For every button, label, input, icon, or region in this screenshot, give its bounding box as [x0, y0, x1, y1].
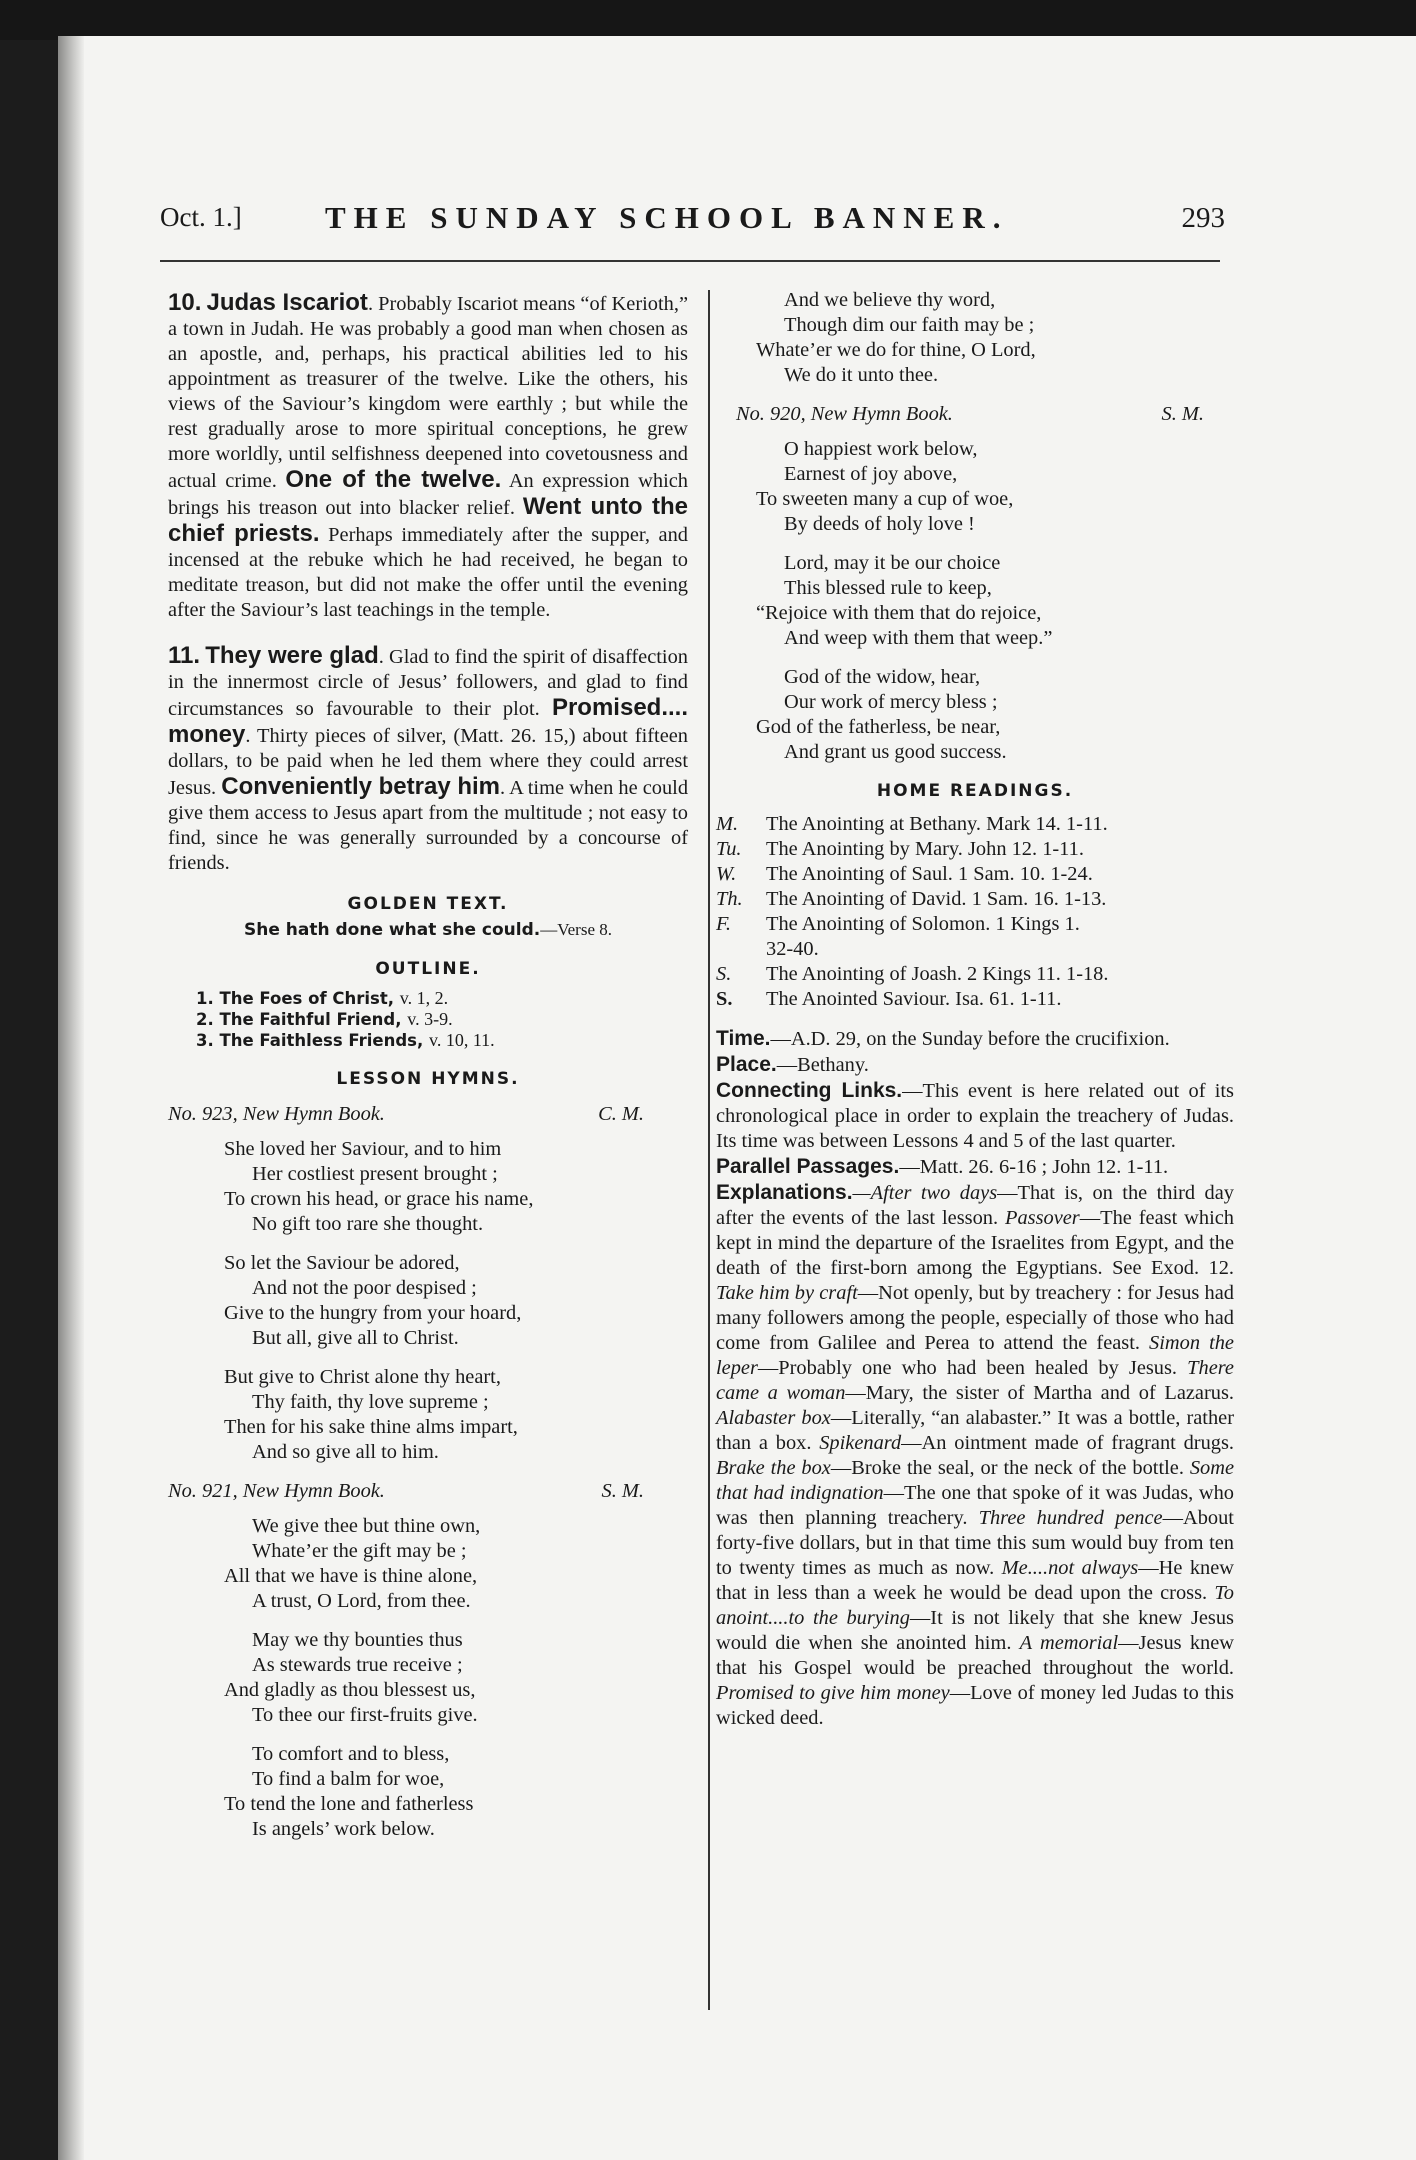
scan-border	[0, 0, 1416, 40]
header-title: THE SUNDAY SCHOOL BANNER.	[325, 200, 1009, 235]
column-rule	[708, 290, 710, 2010]
keyword: Conveniently betray him	[221, 773, 500, 800]
note-label: Time.	[716, 1027, 771, 1050]
stanza: We give thee but thine own, Whate’er the gift may be ; All that we have is thine alone, A trust, O Lord, from thee.	[224, 1515, 481, 1612]
stanza: God of the widow, hear, Our work of mercy bless ; God of the fatherless, be near, And grant us good success.	[756, 666, 1007, 763]
header-date: Oct. 1.]	[160, 202, 242, 232]
commentary-text: . Thirty pieces of silver, (Matt. 26. 15,) about fifteen dollars, to be paid when he led them where they could arrest Jesus.	[168, 725, 688, 799]
verse-number: 10.	[168, 289, 202, 316]
golden-text-quote: She hath done what she could.	[244, 920, 541, 940]
home-readings-list	[716, 812, 1234, 1012]
lesson-hymns-heading: LESSON HYMNS.	[336, 1069, 520, 1089]
page-number: 293	[1181, 202, 1225, 234]
outline-item: 1. The Foes of Christ, v. 1, 2.	[196, 988, 449, 1008]
left-column	[168, 290, 688, 1856]
note-label: Explanations.	[716, 1181, 853, 1204]
commentary-text: . Glad to find the spirit of disaffection in the innermost circle of Jesus’ followers, and glad to find circumstances so favourable to their plot.	[168, 646, 688, 720]
verse-11-comment	[168, 643, 688, 876]
commentary-text: An expression which brings his treason out into blacker relief.	[168, 470, 688, 519]
verse-10-comment	[168, 290, 688, 623]
commentary-text: Perhaps immediately after the supper, and incensed at the rebuke which he had received, he began to meditate treason, but did not make the offer until the evening after the Saviour’s last teachings in the temple.	[168, 524, 688, 621]
golden-text-heading: GOLDEN TEXT.	[347, 894, 509, 914]
commentary-text: . A time when he could give them access to Jesus apart from the multitude ; not easy to find, since he was generally surrounded by a concourse of friends.	[168, 777, 689, 874]
reading-row: 32-40.	[766, 938, 819, 960]
keyword: Went unto the chief priests.	[168, 493, 688, 547]
hymn-921-continued	[716, 288, 1234, 388]
home-readings-heading: HOME READINGS.	[876, 781, 1074, 801]
keyword: Judas Iscariot	[206, 289, 368, 316]
connecting-links-note	[716, 1078, 1234, 1154]
place-note	[716, 1052, 1234, 1078]
hymn-meter: S. M.	[601, 1480, 644, 1502]
keyword: They were glad	[205, 642, 379, 669]
note-label: Place.	[716, 1053, 777, 1076]
verse-number: 11.	[168, 642, 201, 669]
golden-text	[168, 917, 688, 943]
explanations-note: Explanations.—After two days—That is, on the third day after the events of the last lesson. Passover—The feast which kept in mind the departure of the Israelites from Egypt, and the death of the first-born among the Egyptians. See Exod. 12. Take him by craft—Not openly, but by treachery : for Jesus had many followers among the people, especially of those who had come from Galilee and Perea to attend the feast. Simon the leper—Probably one who had been healed by Jesus. There came a woman—Mary, the sister of Martha and of Lazarus. Alabaster box—Literally, “an alabaster.” It was a bottle, rather than a box. Spikenard—An ointment made of fragrant drugs. Brake the box—Broke the seal, or the neck of the bottle. Some that had indignation—The one that spoke of it was Judas, who was then planning treachery. Three hundred pence—About forty-five dollars, but in that time this sum would buy from ten to twenty times as much as now. Me....not always—He knew that in less than a week he would be dead upon the cross. To anoint....to the burying—It is not likely that she knew Jesus would die when she anointed him. A memorial—Jesus knew that his Gospel would be preached throughout the world. Promised to give him money—Love of money led Judas to this wicked deed.	[716, 1181, 1235, 1729]
parallel-passages-note	[716, 1154, 1234, 1180]
reading-row: Th. The Anointing of David. 1 Sam. 16. 1-13.	[716, 888, 1107, 910]
reading-row: M. The Anointing at Bethany. Mark 14. 1-11.	[716, 813, 1108, 835]
golden-text-ref: —Verse 8.	[540, 920, 612, 939]
header-rule	[160, 260, 1220, 262]
note-text: —Bethany.	[776, 1054, 869, 1076]
hymn-921	[168, 1514, 688, 1842]
hymn-921-heading	[168, 1479, 688, 1504]
note-text: —Matt. 26. 6-16 ; John 12. 1-11.	[899, 1156, 1169, 1178]
hymn-meter: C. M.	[598, 1103, 644, 1125]
page-binding-shadow	[58, 36, 84, 2160]
hymn-920	[716, 437, 1234, 765]
stanza: And we believe thy word, Though dim our faith may be ; Whate’er we do for thine, O Lord, We do it unto thee.	[756, 289, 1036, 386]
hymn-title: No. 923, New Hymn Book.	[168, 1103, 385, 1125]
stanza: But give to Christ alone thy heart, Thy faith, thy love supreme ; Then for his sake thine alms impart, And so give all to him.	[224, 1366, 518, 1463]
note-label: Connecting Links.	[716, 1079, 903, 1102]
hymn-920-heading	[716, 402, 1234, 427]
stanza: So let the Saviour be adored, And not the poor despised ; Give to the hungry from your hoard, But all, give all to Christ.	[224, 1252, 522, 1349]
keyword: One of the twelve.	[285, 466, 502, 493]
hymn-title: No. 920, New Hymn Book.	[736, 403, 953, 425]
hymn-923-heading	[168, 1102, 688, 1127]
note-text: —A.D. 29, on the Sunday before the crucifixion.	[770, 1028, 1170, 1050]
right-column	[716, 288, 1234, 1731]
reading-row: W. The Anointing of Saul. 1 Sam. 10. 1-24.	[716, 863, 1093, 885]
time-note	[716, 1026, 1234, 1052]
stanza: O happiest work below, Earnest of joy above, To sweeten many a cup of woe, By deeds of holy love !	[756, 438, 1014, 535]
outline-item: 3. The Faithless Friends, v. 10, 11.	[196, 1030, 495, 1050]
reading-row: S. The Anointing of Joash. 2 Kings 11. 1-18.	[716, 963, 1109, 985]
hymn-meter: S. M.	[1161, 403, 1204, 425]
commentary-text: . Probably Iscariot means “of Kerioth,” a town in Judah. He was probably a good man when chosen as an apostle, and, perhaps, his practical abilities led to his appointment as treasurer of the twelve. Like the others, his views of the Saviour’s kingdom were earthly ; but while the rest gradually arose to more spiritual conceptions, he grew more worldly, until selfishness deepened into covetousness and actual crime.	[168, 293, 688, 492]
outline-heading: OUTLINE.	[375, 959, 481, 979]
stanza: May we thy bounties thus As stewards true receive ; And gladly as thou blessest us, To thee our first-fruits give.	[224, 1629, 478, 1726]
running-header	[160, 202, 1225, 242]
stanza: She loved her Saviour, and to him Her costliest present brought ; To crown his head, or grace his name, No gift too rare she thought.	[224, 1138, 534, 1235]
note-label: Parallel Passages.	[716, 1155, 900, 1178]
stanza: To comfort and to bless, To find a balm for woe, To tend the lone and fatherless Is angels’ work below.	[224, 1743, 474, 1840]
reading-row: Tu. The Anointing by Mary. John 12. 1-11.	[716, 838, 1084, 860]
stanza: Lord, may it be our choice This blessed rule to keep, “Rejoice with them that do rejoice, And weep with them that weep.”	[756, 552, 1053, 649]
keyword: Promised.... money	[168, 694, 688, 748]
hymn-title: No. 921, New Hymn Book.	[168, 1480, 385, 1502]
hymn-923	[168, 1137, 688, 1465]
reading-row: F. The Anointing of Solomon. 1 Kings 1.	[716, 913, 1080, 935]
outline-list	[168, 988, 688, 1051]
reading-row: S. The Anointed Saviour. Isa. 61. 1-11.	[716, 988, 1062, 1010]
outline-item: 2. The Faithful Friend, v. 3-9.	[196, 1009, 453, 1029]
note-text: —This event is here related out of its chronological place in order to explain the treachery of Judas. Its time was between Lessons 4 and 5 of the last quarter.	[716, 1080, 1234, 1152]
